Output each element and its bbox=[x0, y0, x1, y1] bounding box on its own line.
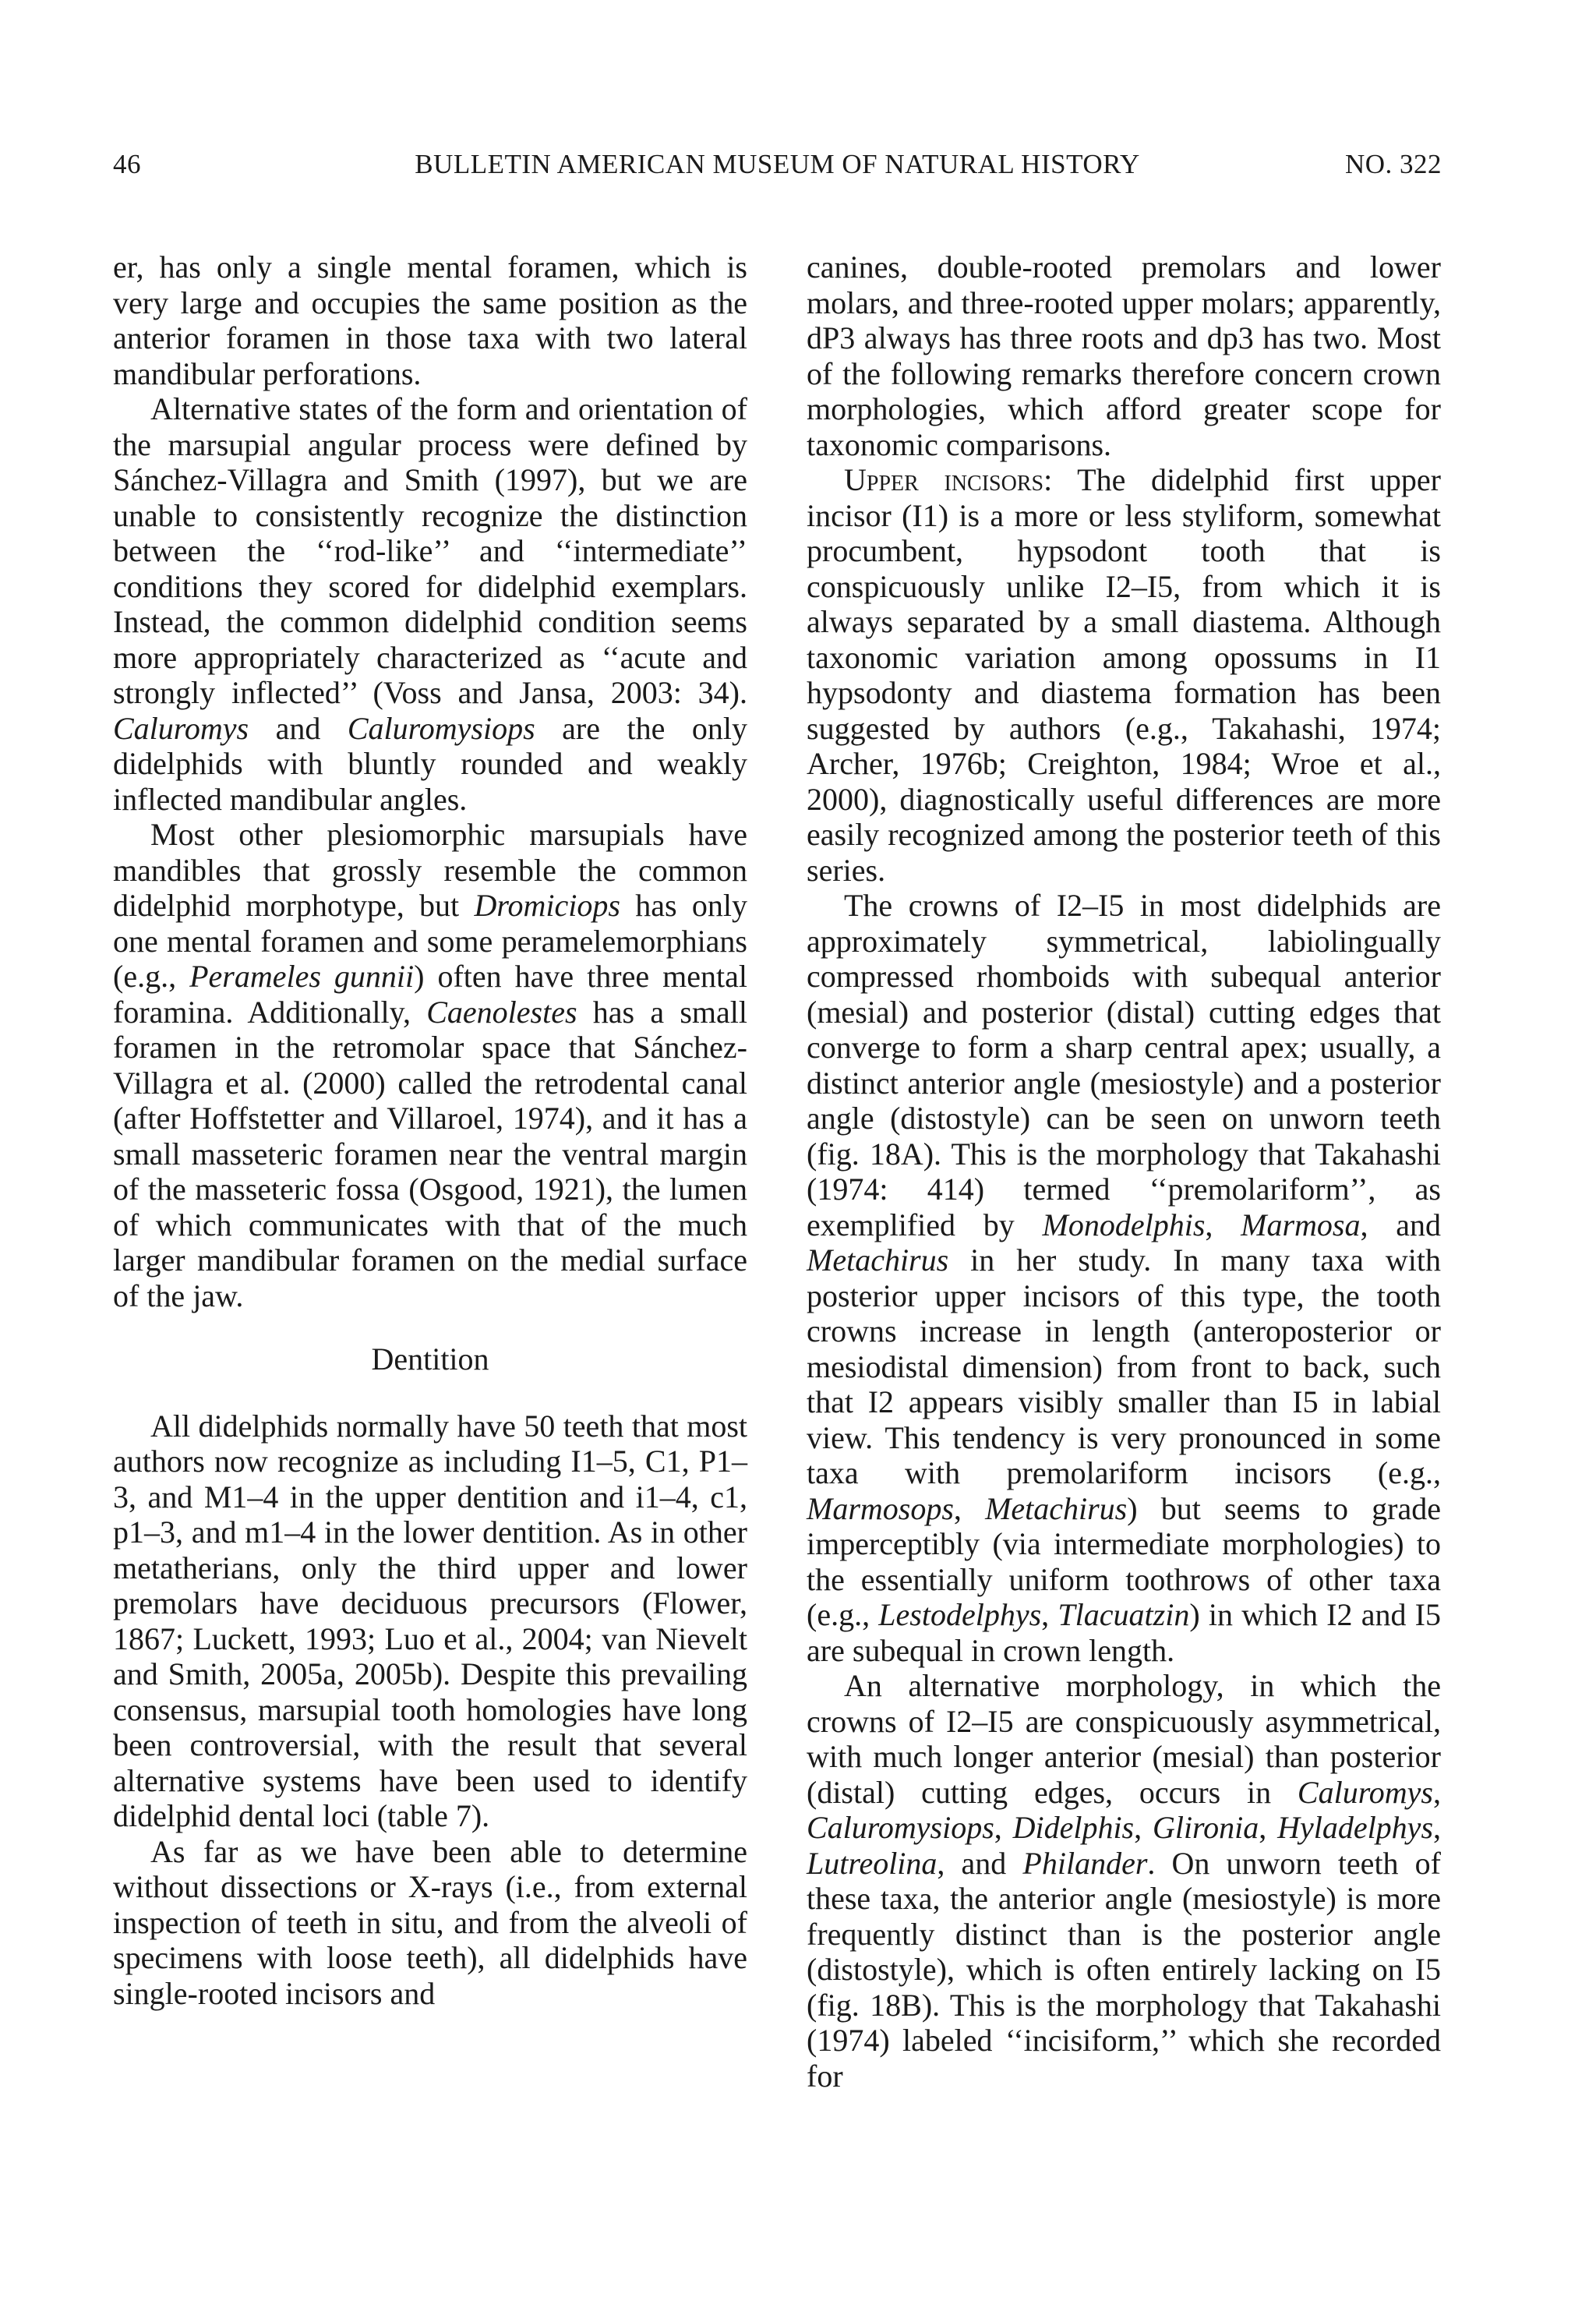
journal-title: BULLETIN AMERICAN MUSEUM OF NATURAL HISTORY bbox=[415, 149, 1140, 179]
paragraph: All didelphids normally have 50 teeth that most authors now recognize as including I1–5, C1, P1–3, and M1–4 in the upper dentition and i1–4, c1, p1–3, and m1–4 in the lower dentition. As in other metatherians, only the third upper and lower premolars have deciduous precursors (Flower, 1867; Luckett, 1993; Luo et al., 2004; van Nievelt and Smith, 2005a, 2005b). Despite this prevailing consensus, marsupial tooth homologies have long been controversial, with the result that several alternative systems have been used to identify didelphid dental loci (table 7). bbox=[113, 1408, 747, 1833]
paragraph: Upper incisors: The didelphid first upper incisor (I1) is a more or less styliform, somewhat procumbent, hypsodont tooth that is conspicuously unlike I2–I5, from which it is always separated by a small diastema. Although taxonomic variation among opossums in I1 hypsodonty and diastema formation has been suggested by authors (e.g., Takahashi, 1974; Archer, 1976b; Creighton, 1984; Wroe et al., 2000), diagnostically useful differences are more easily recognized among the posterior teeth of this series. bbox=[807, 462, 1441, 888]
section-heading: Dentition bbox=[371, 1341, 489, 1377]
page-number: 46 bbox=[113, 149, 141, 179]
paragraph: canines, double-rooted premolars and lower molars, and three-rooted upper molars; apparently, dP3 always has three roots and dp3 has two. Most of the following remarks therefore concern crown morphologies, which afford greater scope for taxonomic comparisons. bbox=[807, 249, 1441, 462]
left-column bbox=[113, 249, 747, 2011]
paragraph: As far as we have been able to determine without dissections or X-rays (i.e., from external inspection of teeth in situ, and from the alveoli of specimens with loose teeth), all didelphids have single-rooted incisors and bbox=[113, 1833, 747, 2011]
paragraph: The crowns of I2–I5 in most didelphids are approximately symmetrical, labiolingually compressed rhomboids with subequal anterior (mesial) and posterior (distal) cutting edges that converge to form a sharp central apex; usually, a distinct anterior angle (mesiostyle) and a posterior angle (distostyle) can be seen on unworn teeth (fig. 18A). This is the morphology that Takahashi (1974: 414) termed ‘‘premolariform’’, as exemplified by Monodelphis, Marmosa, and Metachirus in her study. In many taxa with posterior upper incisors of this type, the tooth crowns increase in length (anteroposterior or mesiodistal dimension) from front to back, such that I2 appears visibly smaller than I5 in labial view. This tendency is very pronounced in some taxa with premolariform incisors (e.g., Marmosops, Metachirus) but seems to grade imperceptibly (via intermediate morphologies) to the essentially uniform toothrows of other taxa (e.g., Lestodelphys, Tlacuatzin) in which I2 and I5 are subequal in crown length. bbox=[807, 888, 1441, 1668]
paragraph: Most other plesiomorphic marsupials have mandibles that grossly resemble the common didelphid morphotype, but Dromiciops has only one mental foramen and some peramelemorphians (e.g., Perameles gunnii) often have three mental foramina. Additionally, Caenolestes has a small foramen in the retromolar space that Sánchez-Villagra et al. (2000) called the retrodental canal (after Hoffstetter and Villaroel, 1974), and it has a small masseteric foramen near the ventral margin of the masseteric fossa (Osgood, 1921), the lumen of which communicates with that of the much larger mandibular foramen on the medial surface of the jaw. bbox=[113, 817, 747, 1313]
paragraph: An alternative morphology, in which the crowns of I2–I5 are conspicuously asymmetrical, with much longer anterior (mesial) than posterior (distal) cutting edges, occurs in Caluromys, Caluromysiops, Didelphis, Glironia, Hyladelphys, Lutreolina, and Philander. On unworn teeth of these taxa, the anterior angle (mesiostyle) is more frequently distinct than is the posterior angle (distostyle), which is often entirely lacking on I5 (fig. 18B). This is the morphology that Takahashi (1974) labeled ‘‘incisiform,’’ which she recorded for bbox=[807, 1668, 1442, 2094]
right-column bbox=[807, 249, 1441, 2094]
run-in-heading: Upper incisors bbox=[844, 462, 1044, 497]
running-header bbox=[113, 145, 1442, 184]
paragraph: Alternative states of the form and orientation of the marsupial angular process were defined by Sánchez-Villagra and Smith (1997), but we are unable to consistently recognize the distinction between the ‘‘rod-like’’ and ‘‘intermediate’’ conditions they scored for didelphid exemplars. Instead, the common didelphid condition seems more appropriately characterized as ‘‘acute and strongly inflected’’ (Voss and Jansa, 2003: 34). Caluromys and Caluromysiops are the only didelphids with bluntly rounded and weakly inflected mandibular angles. bbox=[113, 391, 747, 817]
paragraph: er, has only a single mental foramen, which is very large and occupies the same position as the anterior foramen in those taxa with two lateral mandibular perforations. bbox=[113, 249, 747, 391]
issue-number: NO. 322 bbox=[1344, 149, 1442, 179]
